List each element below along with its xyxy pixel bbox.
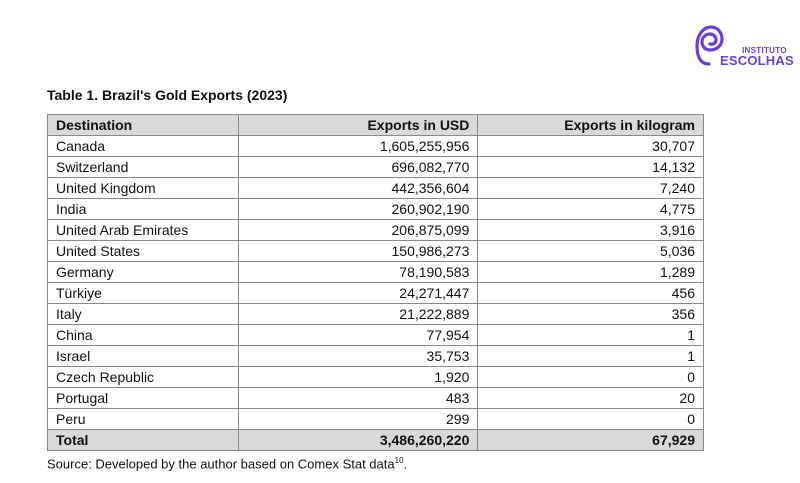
source-text: Source: Developed by the author based on Comex Stat data xyxy=(47,456,395,472)
cell-exports-kg: 456 xyxy=(478,283,704,304)
source-footnote: 10 xyxy=(394,456,404,465)
table-row xyxy=(48,325,704,346)
cell-exports-usd: 35,753 xyxy=(238,346,478,367)
source-note xyxy=(47,456,407,471)
cell-destination: Portugal xyxy=(48,388,239,409)
cell-exports-kg: 0 xyxy=(478,367,704,388)
cell-exports-usd: 1,605,255,956 xyxy=(238,136,478,157)
cell-destination: Czech Republic xyxy=(48,367,239,388)
table-row xyxy=(48,178,704,199)
table-row xyxy=(48,262,704,283)
gold-exports-table xyxy=(47,114,704,451)
cell-exports-usd: 206,875,099 xyxy=(238,220,478,241)
total-row xyxy=(48,430,704,451)
total-usd: 3,486,260,220 xyxy=(238,430,478,451)
header-destination: Destination xyxy=(48,115,239,136)
header-exports-kg: Exports in kilogram xyxy=(478,115,704,136)
cell-exports-usd: 1,920 xyxy=(238,367,478,388)
cell-exports-usd: 483 xyxy=(238,388,478,409)
cell-exports-kg: 30,707 xyxy=(478,136,704,157)
cell-destination: Germany xyxy=(48,262,239,283)
cell-exports-usd: 442,356,604 xyxy=(238,178,478,199)
cell-exports-usd: 696,082,770 xyxy=(238,157,478,178)
cell-destination: Israel xyxy=(48,346,239,367)
cell-destination: India xyxy=(48,199,239,220)
table-row xyxy=(48,220,704,241)
instituto-escolhas-logo xyxy=(694,24,794,74)
cell-exports-kg: 4,775 xyxy=(478,199,704,220)
cell-destination: Italy xyxy=(48,304,239,325)
total-label: Total xyxy=(48,430,239,451)
cell-exports-kg: 20 xyxy=(478,388,704,409)
cell-exports-usd: 150,986,273 xyxy=(238,241,478,262)
table-header-row xyxy=(48,115,704,136)
cell-exports-usd: 77,954 xyxy=(238,325,478,346)
cell-destination: Peru xyxy=(48,409,239,430)
logo-line-2: ESCOLHAS xyxy=(720,53,794,68)
cell-exports-usd: 299 xyxy=(238,409,478,430)
cell-exports-kg: 1 xyxy=(478,346,704,367)
cell-destination: United Kingdom xyxy=(48,178,239,199)
cell-exports-kg: 0 xyxy=(478,409,704,430)
cell-exports-usd: 24,271,447 xyxy=(238,283,478,304)
cell-exports-kg: 3,916 xyxy=(478,220,704,241)
cell-exports-kg: 356 xyxy=(478,304,704,325)
cell-exports-kg: 14,132 xyxy=(478,157,704,178)
table-title: Table 1. Brazil's Gold Exports (2023) xyxy=(47,87,288,103)
table-row xyxy=(48,241,704,262)
cell-destination: Canada xyxy=(48,136,239,157)
table-row xyxy=(48,388,704,409)
total-kg: 67,929 xyxy=(478,430,704,451)
cell-destination: United Arab Emirates xyxy=(48,220,239,241)
cell-exports-usd: 78,190,583 xyxy=(238,262,478,283)
cell-destination: China xyxy=(48,325,239,346)
cell-exports-kg: 7,240 xyxy=(478,178,704,199)
header-exports-usd: Exports in USD xyxy=(238,115,478,136)
table-row xyxy=(48,346,704,367)
cell-exports-kg: 5,036 xyxy=(478,241,704,262)
table-row xyxy=(48,283,704,304)
table-row xyxy=(48,136,704,157)
table-row xyxy=(48,199,704,220)
cell-exports-kg: 1 xyxy=(478,325,704,346)
table-row xyxy=(48,157,704,178)
cell-destination: Türkiye xyxy=(48,283,239,304)
cell-destination: United States xyxy=(48,241,239,262)
table-row xyxy=(48,409,704,430)
table-row xyxy=(48,304,704,325)
cell-exports-kg: 1,289 xyxy=(478,262,704,283)
source-end: . xyxy=(403,456,408,472)
logo-line-1: INSTITUTO xyxy=(742,46,787,55)
cell-destination: Switzerland xyxy=(48,157,239,178)
table-row xyxy=(48,367,704,388)
cell-exports-usd: 21,222,889 xyxy=(238,304,478,325)
cell-exports-usd: 260,902,190 xyxy=(238,199,478,220)
